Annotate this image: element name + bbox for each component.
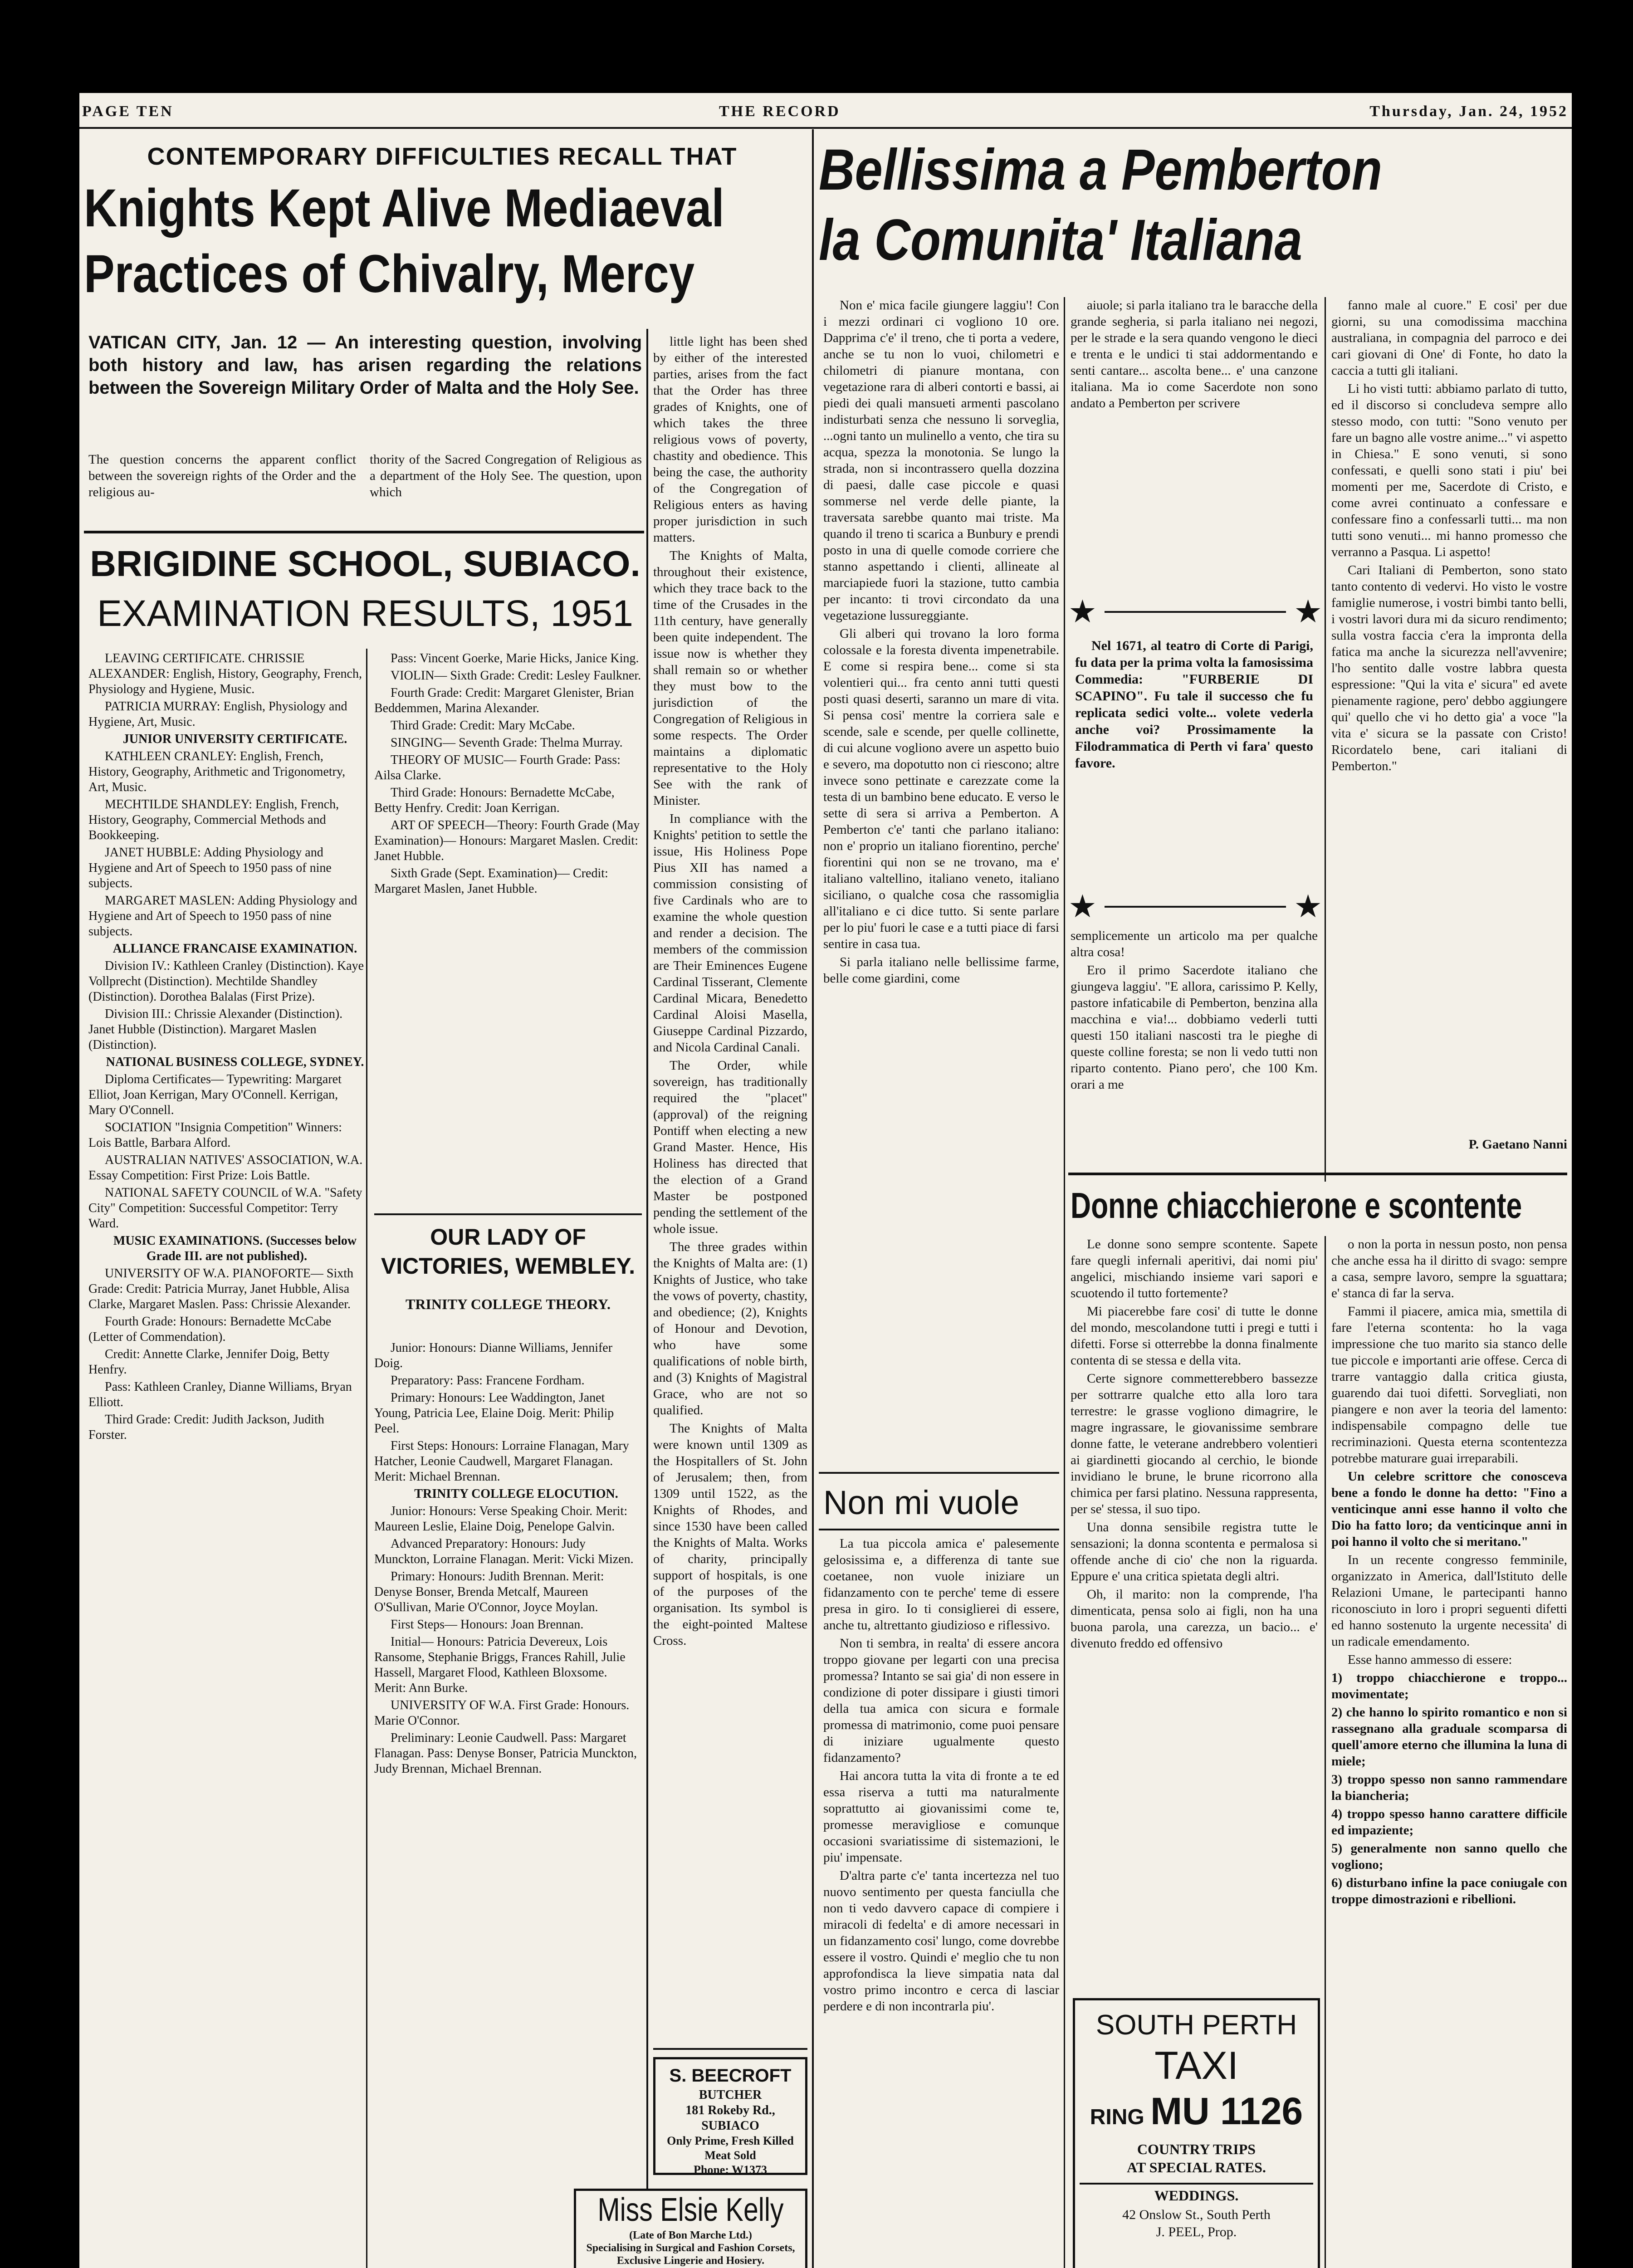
column-rule [646,329,648,2268]
result-entry: MARGARET MASLEN: Adding Physiology and Hygiene and Art of Speech to 1950 pass of nine subjects. [88,894,357,938]
star-icon: ★ [1294,890,1322,924]
brigidine-subtitle: EXAMINATION RESULTS, 1951 [97,593,633,634]
result-entry: Fourth Grade: Honours: Bernadette McCabe (Letter of Commendation). [88,1315,332,1344]
nonmivuole-paragraph: D'altra parte c'e' tanta incertezza nel tuo nuovo sentimento per questa fanciulla che non ti vedo davvero capace di compiere i miracoli di fedelta' e di amore necessari in un fidanzamento cosi' lungo, come dovrebbe essere il vostro. Quindi e' meglio che tu non approfondisca la lieve simpatia nata dal vostro primo incontro e cerca di lasciar perdere e di non incontrarla piu'. [823,1868,1059,2014]
brigidine-results-col-1 [88,651,365,2268]
beecroft-line: Meat Sold [704,2149,756,2162]
nonmivuole-paragraph: Hai ancora tutta la vita di fronte a te ed essa riserva a tutti ma naturalmente soprattutto ai giovanissimi come te, promesse meravigliose e comunque occasioni svariatissime di sistemazioni, le piu' impensate. [823,1769,1059,1865]
pemberton-paragraph: Si parla italiano nelle bellissime farme, belle come giardini, come [823,955,1059,986]
divider [84,531,644,533]
donne-list-item: 2) che hanno lo spirito romantico e non si rassegnano alla graduale scomparsa di quell'amore eterno che illumina la luna di miele; [1331,1705,1567,1769]
result-entry: Initial— Honours: Patricia Devereux, Lois Ransome, Stephanie Briggs, Frances Rahill, Julie Hassell, Margaret Flood, Kathleen Bloxsome. Merit: Ann Burke. [374,1635,626,1695]
pemberton-paragraph: Non e' mica facile giungere laggiu'! Con i mezzi ordinari ci vogliono 10 ore. Dapprima c'e' il treno, che ti porta a vedere, anche se tu non lo vuoi, chilometri e chilometri di pianure montana, con vegetazione rara di alberi contorti e bassi, ai piedi dei quali mansueti armenti pascolano indisturbati senza che nessuno li sorveglia, ...ogni tanto un mulinello a vento, che tira su acqua, spezza la monotonia. Se lungo la strada, non si incontrassero quella dozzina di paesi, dalle case piccole e quasi sommerse nel verde delle piante, la traversata sarebbe quanto mai triste. Ma quando il treno ti scarica a Bunbury e prendi posto in una di quelle comode corriere che stanno aspettando i clienti, allineate al marciapiede fuori la stazione, tutto cambia per incanto: ti trovi circondato da una vegetazione lussureggiante. [823,298,1059,623]
donne-paragraph: Le donne sono sempre scontente. Sapete fare quegli infernali aperitivi, dai nomi piu' angelici, mischiando insieme vari sapori e scuotendo il tutto fortemente? [1071,1237,1318,1300]
column-rule [1064,297,1065,2268]
knights-paragraph: The Knights of Malta were known until 1309 as the Hospitallers of St. John of Jerusalem; then, from 1309 until 1522, as the Knights of Rhodes, and since 1530 have been called the Knights of Malta. Works of charity, principally support of hospitals, is one of the purposes of the organisation. Its symbol is the eight-pointed Maltese Cross. [653,1421,807,1648]
beecroft-address: 181 Rokeby Rd., SUBIACO [685,2103,775,2133]
result-entry: Division III.: Chrissie Alexander (Distinction). Janet Hubble (Distinction). Margaret Maslen (Distinction). [88,1007,343,1052]
result-entry: SOCIATION "Insignia Competition" Winners: Lois Battle, Barbara Alford. [88,1120,342,1150]
knights-para-left: The question concerns the apparent conflict between the sovereign rights of the Order and the religious au- [88,452,356,499]
pemberton-headline-2: la Comunita' Italiana [819,208,1303,273]
donne-title: Donne chiacchierone e scontente [1071,1185,1522,1226]
result-entry: Diploma Certificates— Typewriting: Margaret Elliot, Joan Kerrigan, Mary O'Connell. Kerrigan, Mary O'Connell. [88,1072,342,1117]
result-entry: Junior: Honours: Verse Speaking Choir. Merit: Maureen Leslie, Elaine Doig, Penelope Galvin. [374,1504,628,1534]
result-entry: Division IV.: Kathleen Cranley (Distinction). Kaye Vollprecht (Distinction). Mechtilde Shandley (Distinction). Dorothea Balalas (First Prize). [88,959,364,1004]
star-icon: ★ [1068,595,1097,630]
kelly-name: Miss Elsie Kelly [597,2192,784,2228]
donne-column-1 [1071,1236,1318,1998]
knights-paragraph: In compliance with the Knights' petition to settle the issue, His Holiness Pope Pius XII has named a commission consisting of five Cardinals who are to examine the whole question and render a decision. The members of the commission are Their Eminences Eugene Cardinal Tisserant, Clemente Cardinal Micara, Benedetto Cardinal Aloisi Masella, Giuseppe Cardinal Pizzardo, and Nicola Cardinal Canali. [653,811,807,1055]
knights-paragraph: little light has been shed by either of the interested parties, arises from the fact that the Order has three grades of Knights, one of which takes the three religious vows of poverty, chastity and obedience. This being the case, the authority of the Congregation of Religious enters as having proper jurisdiction in such matters. [653,334,807,545]
nonmivuole-paragraph: La tua piccola amica e' palesemente gelosissima e, a differenza di tante sue coetanee, non vuole iniziare un fidanzamento con te perche' teme di essere presa in giro. Io ti consiglierei di essere, anche tu, altrettanto giudizioso e riflessivo. [823,1536,1059,1633]
result-entry: KATHLEEN CRANLEY: English, French, History, Geography, Arithmetic and Trigonometry, Art, Music. [88,749,346,794]
taxi-line: AT SPECIAL RATES. [1127,2159,1266,2175]
taxi-title: TAXI [1154,2044,1238,2087]
result-entry: First Steps: Honours: Lorraine Flanagan, Mary Hatcher, Leonie Caudwell, Margaret Flanagan. Merit: Michael Brennan. [374,1439,629,1484]
nonmivuole-paragraph: Non ti sembra, in realta' di essere ancora troppo giovane per legarti con una precisa promessa? Intanto se sai gia' di non essere in condizione di poter dissipare i giusti timori della tua amica con sicura e formale promessa di matrimonio, come puoi pensare di iniziare ugualmente questo fidanzamento? [823,1636,1059,1765]
knights-column-3 [653,333,807,2268]
result-entry: UNIVERSITY OF W.A. First Grade: Honours. Marie O'Connor. [374,1698,630,1728]
pemberton-paragraph: Gli alberi qui trovano la loro forma colossale e la foresta diventa impenetrabile. E come si respira bene... come si sta volentieri qui... fra cento anni tutti questi posti quasi deserti, saranno un mare di vita. Si pensa cosi' mentre la corriera sale e scende, sale e scende, per quelle collinette, di cui alcune vogliono avere un aspetto buio e severo, ma dopotutto non ci riescono; altre invece sono pettinate e carezzate come la testa di un bambino bene educato. E verso le sette di sera si arriva a Pemberton. A Pemberton c'e' tanti che parlano italiano: non e' proprio un italiano fiorentino, perche' fiorentini qui non se ne trovano, ma e' italiano valtellino, italiano veneto, italiano siciliano, o qualche cosa che rassomiglia all'italiano e ci dice tutto. Si sente parlare per lo piu' fuori le case e a tutti piace di farsi sentire in casa tua. [823,626,1059,951]
pemberton-column-3 [1331,297,1567,1132]
donne-paragraph: o non la porta in nessun posto, non pensa che anche essa ha il diritto di svago: sempre a casa, sempre lavoro, sempre la sguattara; e' stanca di far la serva. [1331,1237,1567,1300]
result-entry: MECHTILDE SHANDLEY: English, French, History, Geography, Commercial Methods and Bookkeeping. [88,797,339,842]
donne-column-2 [1331,1236,1567,2268]
scapino-notice: Nel 1671, al teatro di Corte di Parigi, fu data per la prima volta la famosissima Commedia: "FURBERIE DI SCAPINO". Fu tale il successo che fu replicata sedici volte... volete vederla anche voi? Prossimamente la Filodrammatica di Perth vi fara' questo favore. [1075,638,1313,771]
result-entry: Third Grade: Credit: Judith Jackson, Judith Forster. [88,1413,324,1442]
pemberton-column-1 [823,297,1059,1467]
nonmivuole-body [823,1535,1059,2268]
result-entry: Primary: Honours: Lee Waddington, Janet Young, Patricia Lee, Elaine Doig. Merit: Philip Peel. [374,1391,614,1436]
divider [374,1213,642,1215]
result-entry: Pass: Vincent Goerke, Marie Hicks, Janice King. [391,651,639,665]
result-heading: JUNIOR UNIVERSITY CERTIFICATE. [122,732,347,746]
donne-list-item: 5) generalmente non sanno quello che vogliono; [1331,1841,1567,1872]
beecroft-name: S. BEECROFT [669,2066,792,2086]
star-icon: ★ [1294,595,1322,630]
knights-headline-1: Knights Kept Alive Mediaeval [84,178,724,238]
donne-list-item: 4) troppo spesso hanno carattere difficile ed impaziente; [1331,1807,1567,1838]
column-rule [1325,297,1326,1182]
result-entry: Sixth Grade (Sept. Examination)— Credit: Margaret Maslen, Janet Hubble. [374,866,608,896]
nonmivuole-title: Non mi vuole [823,1484,1019,1521]
donne-list-item: 6) disturbano infine la pace coniugale con troppe dimostrazioni e ribellioni. [1331,1876,1567,1906]
donne-paragraph: Una donna sensibile registra tutte le sensazioni; la donna scontenta e permalosa si offende anche di cio' che non la riguarda. Eppure e' una critica spietata degli altri. [1071,1520,1318,1584]
donne-paragraph: Esse hanno ammesso di essere: [1348,1652,1512,1667]
ourlady-title: OUR LADY OF VICTORIES, WEMBLEY. [381,1224,636,1279]
pemberton-paragraph: aiuole; si parla italiano tra le baracche della grande segheria, si parla italiano nei negozi, per le strade e la sera quando vengono le dieci e trenta e le undici ti stai addormentando e senti cantare... ascolta bene... e' una canzone italiana. Ma io come Sacerdote non sono andato a Pemberton per scrivere [1071,298,1318,411]
taxi-number: MU 1126 [1150,2090,1303,2132]
knights-paragraph: The three grades within the Knights of Malta are: (1) Knights of Justice, who take the vows of poverty, chastity, and obedience; (2), Knights of Honour and Devotion, who have some qualifications of noble birth, and (3) Knights of Magistral Grace, who are not so qualified. [653,1240,807,1418]
result-entry: Pass: Kathleen Cranley, Dianne Williams, Bryan Elliott. [88,1380,352,1409]
star-rule [1068,891,1322,923]
donne-quote: Un celebre scrittore che conosceva bene a fondo le donne ha detto: "Fino a venticinque anni esse hanno il volto che Dio ha fatto loro; da venticinque anni in poi hanno il volto che si meritano." [1331,1469,1567,1549]
taxi-line: J. PEEL, Prop. [1156,2224,1237,2239]
result-entry: Third Grade: Credit: Mary McCabe. [391,719,575,733]
knights-paragraph: The Knights of Malta, throughout their existence, which they trace back to the time of the Crusades in the 11th century, have generally been quite independent. The issue now is whether they shall remain so or whether they must bow to the jurisdiction of the Congregation of Religious in some respects. The Order maintains a diplomatic representative to the Holy See with the rank of Minister. [653,548,807,808]
taxi-line: WEDDINGS. [1080,2183,1313,2206]
result-entry: First Steps— Honours: Joan Brennan. [391,1618,584,1632]
ourlady-subtitle: TRINITY COLLEGE THEORY. [405,1296,611,1312]
beecroft-phone: Phone: W1373 [693,2163,768,2176]
taxi-ad [1073,1998,1320,2268]
page-number: PAGE TEN [82,103,174,120]
knights-headline-2: Practices of Chivalry, Mercy [84,244,695,304]
knights-paragraph: The Order, while sovereign, has traditionally required the "placet" (approval) of the reigning Pontiff when electing a new Grand Master. Hence, His Holiness has directed that the election of a Grand Master be postponed pending the settlement of the whole issue. [653,1058,807,1236]
donne-paragraph: Fammi il piacere, amica mia, smettila di fare l'eterna scontenta: ho la vaga impressione che tuo marito sia stanco delle tue piccole e importanti arie offese. Cerca di trarre vantaggio dalla critica giusta, guarendo dai tuoi difetti. Sorvegliati, non piangere e non aver la teoria del lamento: indispensabile compagno delle tue recriminazioni. Questa eterna scontentezza potrebbe maturare guai irreparabili. [1331,1304,1567,1466]
result-entry: THEORY OF MUSIC— Fourth Grade: Pass: Ailsa Clarke. [374,753,621,782]
result-entry: Credit: Annette Clarke, Jennifer Doig, Betty Henfry. [88,1347,330,1377]
donne-list-item: 1) troppo chiacchierone e troppo... movimentate; [1331,1671,1567,1701]
brigidine-results-col-2 [374,651,642,1209]
result-entry: Fourth Grade: Credit: Margaret Glenister, Brian Beddemmen, Marina Alexander. [374,686,634,715]
donne-paragraph: Mi piacerebbe fare cosi' di tutte le donne del mondo, mescolandone tutti i pregi e tutti i difetti. Forse si otterrebbe la donna finalmente contenta di se stessa e della vita. [1071,1304,1318,1368]
divider [1068,1173,1567,1175]
result-heading: MUSIC EXAMINATIONS. (Successes below Grade III. are not published). [113,1234,357,1263]
result-entry: Third Grade: Honours: Bernadette McCabe, Betty Henfry. Credit: Joan Kerrigan. [374,786,615,815]
kelly-line: Specialising in Surgical and Fashion Corsets, Exclusive Lingerie and Hosiery. [586,2242,795,2267]
donne-paragraph: In un recente congresso femminile, organizzato in America, dall'Istituto delle Relazioni Umane, le partecipanti hanno riconosciuto in loro i propri seguenti difetti ed hanno sostenuto la urgente necessita' di un radicale emendamento. [1331,1553,1567,1649]
donne-paragraph: Oh, il marito: non la comprende, l'ha dimenticata, pensa solo ai figli, non ha una buona parola, una carezza, un bacio... e' divenuto freddo ed offensivo [1071,1587,1318,1651]
donne-paragraph: Certe signore commetterebbero bassezze per sottrarre qualche etto alla loro tara terrestre: le grasse vogliono dimagrire, le magre ingrassare, le giovanissime sembrare donne fatte, le veterane andrebbero volentieri ai giardinetti giocando al cerchio, le bionde invidiano le brune, le brune ricorrono alla chimica per farsi platino. Nessuna rappresenta, per se' stessa, il suo tipo. [1071,1371,1318,1516]
pemberton-paragraph: fanno male al cuore." E cosi' per due giorni, su una comodissima macchina australiana, in compagnia del parroco e dei cari giovani di One' di Fonte, ho dato la caccia a tutti gli italiani. [1331,298,1567,378]
donne-list-item: 3) troppo spesso non sanno rammendare la biancheria; [1331,1772,1567,1803]
column-rule [366,649,367,2268]
pemberton-paragraph: semplicemente un articolo ma per qualche altra cosa! [1071,929,1318,959]
pemberton-paragraph: Li ho visti tutti: abbiamo parlato di tutto, ed il discorso si concludeva sempre allo stesso modo, con tutti: "Sono venuto per fare un bagno alle vostre anime..." vi aspetto in Chiesa." E sono venuti, si sono confessati, e quelli sono stati i piu' bei momenti per me, Sacerdote di Cristo, e come avrei continuato a confessare e confessare fino a confessarli tutti... ma non tutti sono venuti... mi hanno promesso che verranno a Pasqua. Li aspetto! [1331,381,1567,559]
beecroft-ad [653,2057,807,2175]
star-rule [1068,596,1322,628]
kelly-ad [574,2189,807,2268]
result-entry: PATRICIA MURRAY: English, Physiology and Hygiene, Art, Music. [88,699,347,729]
pemberton-signature: P. Gaetano Nanni [1468,1137,1567,1152]
brigidine-title: BRIGIDINE SCHOOL, SUBIACO. [90,543,640,584]
result-entry: SINGING— Seventh Grade: Thelma Murray. [391,736,623,750]
result-entry: AUSTRALIAN NATIVES' ASSOCIATION, W.A. Essay Competition: First Prize: Lois Battle. [88,1153,363,1183]
result-entry: Junior: Honours: Dianne Williams, Jennifer Doig. [374,1341,613,1370]
paper-name: THE RECORD [719,103,841,120]
result-entry: UNIVERSITY OF W.A. PIANOFORTE— Sixth Grade: Credit: Patricia Murray, Janet Hubble, Alisa Clarke, Margaret Maslen. Pass: Chrissie Alexander. [88,1266,353,1311]
divider [653,2048,807,2050]
result-heading: TRINITY COLLEGE ELOCUTION. [414,1487,618,1501]
result-entry: Advanced Preparatory: Honours: Judy Munckton, Lorraine Flanagan. Merit: Vicki Mizen. [374,1537,634,1566]
beecroft-line: Only Prime, Fresh Killed [667,2134,794,2147]
newspaper-page [79,93,1572,2268]
divider [819,1529,1059,1530]
result-entry: ART OF SPEECH—Theory: Fourth Grade (May Examination)— Honours: Margaret Maslen. Credit: Janet Hubble. [374,818,640,863]
divider [819,1472,1059,1474]
column-rule [812,129,814,2268]
taxi-line: SOUTH PERTH [1095,2009,1297,2041]
result-heading: ALLIANCE FRANCAISE EXAMINATION. [112,942,357,956]
taxi-line: COUNTRY TRIPS [1137,2141,1256,2157]
masthead [79,93,1572,129]
taxi-line: 42 Onslow St., South Perth [1122,2207,1271,2222]
taxi-ring: RING [1090,2105,1144,2129]
kelly-line: (Late of Bon Marche Ltd.) [629,2229,752,2241]
result-entry: JANET HUBBLE: Adding Physiology and Hygiene and Art of Speech to 1950 pass of nine subjects. [88,846,332,890]
result-entry: Preparatory: Pass: Francene Fordham. [391,1374,585,1388]
column-rule [1325,1236,1326,2268]
knights-lead: VATICAN CITY, Jan. 12 — An interesting question, involving both history and law, has arisen regarding the relations between the Sovereign Military Order of Malta and the Holy See. [88,332,642,398]
result-entry: LEAVING CERTIFICATE. CHRISSIE ALEXANDER: English, History, Geography, French, Physiology and Hygiene, Music. [88,651,362,696]
pemberton-column-2 [1071,297,1318,578]
beecroft-trade: BUTCHER [699,2088,762,2102]
knights-kicker: CONTEMPORARY DIFFICULTIES RECALL THAT [147,143,738,170]
pemberton-paragraph: Cari Italiani di Pemberton, sono stato tanto contento di vedervi. Ho visto le vostre famiglie numerose, i vostri bimbi tanto belli, i vostri lavori dura mi da sicuro rendimento; sulla vostra faccia c'era la impronta della fatica ma anche la sicurezza nell'avvenire; l'ho sentito dalle vostre labbra questa espressione: "Qui la vita e' sicura" ed avete pienamente ragione, pero' debbo aggiungere qui' quello che vi ho detto gia' a voce "la vita e' sicura se la passate con Cristo! Ricordatelo bene, cari italiani di Pemberton." [1331,563,1567,773]
ourlady-results [374,1340,642,2268]
pemberton-paragraph: Ero il primo Sacerdote italiano che giungeva laggiu'. "E allora, carissimo P. Kelly, pastore infaticabile di Pemberton, benzina alla macchina e via!... dobbiamo vederli tutti questi 150 italiani nascosti tra le pieghe di queste colline foresta; se non li vedo tutti non riparto contento. Piano pero', che 100 Km. orari a me [1071,963,1318,1092]
result-heading: NATIONAL BUSINESS COLLEGE, SYDNEY. [106,1055,364,1069]
result-entry: NATIONAL SAFETY COUNCIL of W.A. "Safety City" Competition: Successful Competitor: Terry Ward. [88,1186,362,1231]
result-entry: Primary: Honours: Judith Brennan. Merit: Denyse Bonser, Brenda Metcalf, Maureen O'Sullivan, Marie O'Connor, Joyce Moylan. [374,1569,604,1614]
knights-para-right: thority of the Sacred Congregation of Religious as a department of the Holy See. The question, upon which [370,452,642,499]
issue-date: Thursday, Jan. 24, 1952 [1369,103,1568,120]
pemberton-column-2b [1071,928,1318,1163]
star-icon: ★ [1068,890,1097,924]
result-entry: VIOLIN— Sixth Grade: Credit: Lesley Faulkner. [391,669,641,683]
result-entry: Preliminary: Leonie Caudwell. Pass: Margaret Flanagan. Pass: Denyse Bonser, Patricia Munckton, Judy Brennan, Michael Brennan. [374,1731,637,1776]
pemberton-headline-1: Bellissima a Pemberton [819,137,1382,202]
